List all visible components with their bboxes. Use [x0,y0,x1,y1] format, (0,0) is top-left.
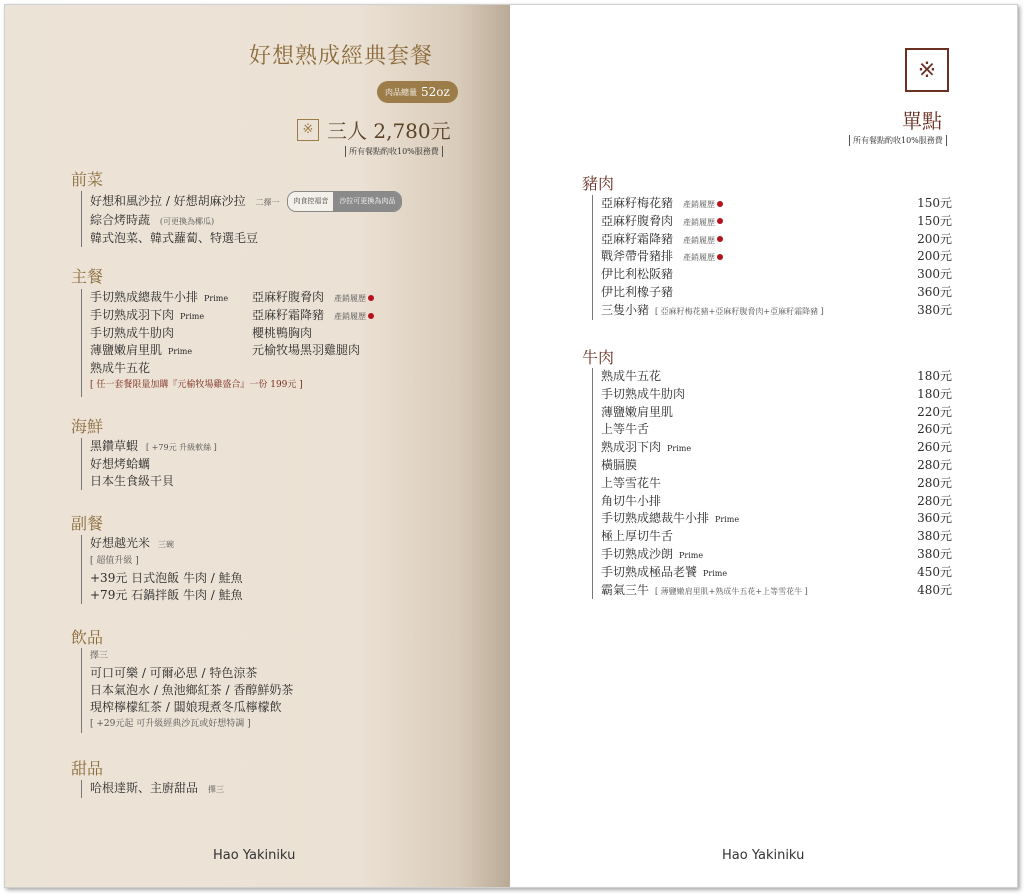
list-item: 薄鹽嫩肩里肌 Prime [90,343,193,357]
item-name: 亞麻籽腹脅肉 [601,213,674,228]
prime-label: Prime [703,568,728,578]
list-item: +39元 日式泡飯 牛肉 / 鮭魚 [90,571,243,585]
item-price: 380元 [917,546,952,561]
list-item: 亞麻籽霜降豬 產銷履歷 [252,307,374,325]
section-beef [592,368,952,599]
menu-item-row [601,195,952,213]
item-price: 300元 [917,267,952,282]
item-price: 280元 [917,475,952,490]
item-price: 200元 [917,231,952,246]
list-item: 韓式泡菜、韓式蘿蔔、特選毛豆 [90,231,259,245]
item-price: 480元 [917,582,952,597]
menu-item-row [601,546,952,564]
section-title-appetizer: 前菜 [71,170,104,189]
list-item: 綜合烤時蔬 (可更換為椰瓜) [90,213,215,227]
item-price: 180元 [917,369,952,383]
prime-label: Prime [715,515,740,525]
section-title-dessert: 甜品 [71,759,104,778]
item-price: 380元 [917,302,952,317]
item-name: 熟成羽下肉 [601,440,662,455]
choose-label: 擇三 [90,651,109,661]
item-tag: 產銷履歷 [683,235,716,245]
list-item: 亞麻籽腹脅肉 產銷履歷 [252,289,374,307]
section-title-drinks: 飲品 [71,628,104,647]
list-item: +79元 石鍋拌飯 牛肉 / 鮭魚 [90,588,243,602]
menu-spread [4,4,1018,888]
list-item: 元榆牧場黑羽雞腿肉 [252,343,361,357]
section-side [81,535,243,604]
section-title-beef: 牛肉 [582,348,615,367]
traceability-dot-icon [717,236,723,242]
list-item: 日本生食級干貝 [90,474,175,488]
item-name: 熟成牛五花 [601,369,662,383]
menu-item-row [601,564,952,582]
item-combo-note: [ 薄鹽嫩肩里肌+熟成牛五花+上等雪花牛 ] [655,586,808,596]
item-name: 上等牛舌 [601,422,650,437]
service-charge-note: 所有餐點酌收10%服務費 [849,135,947,146]
menu-item-row [601,421,952,439]
menu-item-row [601,213,952,231]
list-item: 好想越光米 三碗 [90,536,175,550]
item-price: 180元 [917,386,952,401]
item-name: 手切熟成牛肋肉 [601,386,686,401]
menu-item-row [601,582,952,600]
item-name: 薄鹽嫩肩里肌 [601,404,674,419]
list-item: 黑鑽草蝦 [ +79元 升級軟絲 ] [90,439,217,453]
brand-logo-icon: ※ [905,48,949,92]
list-item: 好想烤蛤蠣 [90,457,151,471]
list-item: 現榨檸檬紅茶 / 闆娘現煮冬瓜檸檬飲 [90,700,282,714]
menu-item-row [601,475,952,493]
section-pork [592,195,952,320]
item-price: 380元 [917,529,952,544]
traceability-dot-icon [368,313,374,319]
menu-item-row [601,302,952,320]
menu-item-row [601,528,952,546]
weight-label: 肉品總量 [385,87,417,97]
brand-mark-icon: ※ [297,119,319,141]
menu-item-row [601,439,952,457]
page-footer-right: Hao Yakiniku [722,848,805,863]
list-item: 日本氣泡水 / 魚池鄉紅茶 / 香醇鮮奶茶 [90,683,294,697]
a-la-carte-page [510,5,1018,888]
menu-item-row [601,231,952,249]
item-tag: [ 亞麻籽梅花豬+亞麻籽腹脅肉+亞麻籽霜降豬 ] [655,306,824,316]
item-price: 360元 [917,284,952,299]
menu-item-row [601,493,952,511]
meat-weight-badge [377,81,458,103]
item-price: 450元 [917,564,952,579]
menu-item-row [601,457,952,475]
set-price [297,115,451,144]
item-price: 260元 [917,440,952,455]
item-tag: 產銷履歷 [683,200,716,209]
item-price: 280元 [917,493,952,508]
list-item: 哈根達斯、主廚甜品 擇三 [90,781,225,795]
item-name: 三隻小豬 [601,302,650,317]
item-name: 亞麻籽梅花豬 [601,196,674,210]
traceability-dot-icon [717,218,723,224]
section-dessert [81,780,224,798]
prime-label: Prime [679,550,704,560]
page-footer-left: Hao Yakiniku [213,848,296,863]
item-name: 戰斧帶骨豬排 [601,249,674,264]
list-item: 熟成牛五花 [90,361,151,375]
set-menu-page [5,5,510,888]
prime-label: Prime [667,444,692,454]
traceability-dot-icon [717,254,723,260]
item-price: 360元 [917,511,952,526]
item-name: 角切牛小排 [601,493,662,508]
item-name: 伊比利松阪豬 [601,267,674,282]
item-price: 150元 [917,213,952,228]
item-tag: 產銷履歷 [683,253,716,263]
menu-item-row [601,510,952,528]
item-price: 280元 [917,457,952,472]
item-name: 上等雪花牛 [601,475,662,490]
item-name: 伊比利橡子豬 [601,284,674,299]
section-title-side: 副餐 [71,514,104,533]
service-charge-note: 所有餐點酌收10%服務費 [345,146,443,157]
section-title-main: 主餐 [71,267,104,286]
item-name: 霸氣三牛 [601,582,650,597]
upgrade-label: [ 超值升級 ] [90,556,139,566]
section-title-pork: 豬肉 [582,174,615,193]
item-name: 手切熟成沙朗 [601,546,674,561]
menu-item-row [601,248,952,266]
menu-item-row [601,266,952,284]
list-item: 櫻桃鴨胸肉 [252,326,313,340]
list-item: 好想和風沙拉 / 好想胡麻沙拉 二擇一 肉食控福音 沙拉可更換為肉品 [90,191,402,212]
drinks-upgrade-note: [ +29元起 可升級經典沙瓦或好想特調 ] [90,719,251,729]
main-col-2 [252,289,374,359]
item-name: 亞麻籽霜降豬 [601,231,674,246]
traceability-dot-icon [368,295,374,301]
item-price: 150元 [917,196,952,210]
traceability-dot-icon [717,201,723,207]
list-item: 手切熟成羽下肉 Prime [90,308,205,322]
menu-item-row [601,284,952,302]
item-price: 200元 [917,249,952,264]
section-appetizer [81,191,402,247]
list-item: 可口可樂 / 可爾必思 / 特色涼茶 [90,666,258,680]
menu-item-row [601,386,952,404]
list-item: 手切熟成牛肋肉 [90,326,175,340]
a-la-carte-title: 單點 [902,109,942,133]
item-name: 手切熟成總裁牛小排 [601,511,710,526]
list-item: 手切熟成總裁牛小排 Prime [90,290,229,304]
section-title-seafood: 海鮮 [71,417,104,436]
item-name: 極上厚切牛舌 [601,529,674,544]
item-tag: 產銷履歷 [683,217,716,227]
upgrade-pill: 肉食控福音 沙拉可更換為肉品 [287,191,402,212]
item-name: 橫膈膜 [601,457,638,472]
item-name: 手切熟成極品老饕 [601,564,698,579]
item-price: 260元 [917,422,952,437]
menu-item-row [601,368,952,386]
set-menu-title: 好想熟成經典套餐 [249,44,434,69]
set-price-text: 三人 2,780元 [327,119,451,143]
add-on-note: [ 任一套餐限量加購『元榆牧場雞盛合』一份 199元 ] [90,380,303,390]
menu-item-row [601,404,952,422]
section-seafood [81,438,217,490]
section-main [81,289,411,397]
weight-value: 52oz [421,85,450,99]
section-drinks [81,648,293,733]
item-price: 220元 [917,404,952,419]
